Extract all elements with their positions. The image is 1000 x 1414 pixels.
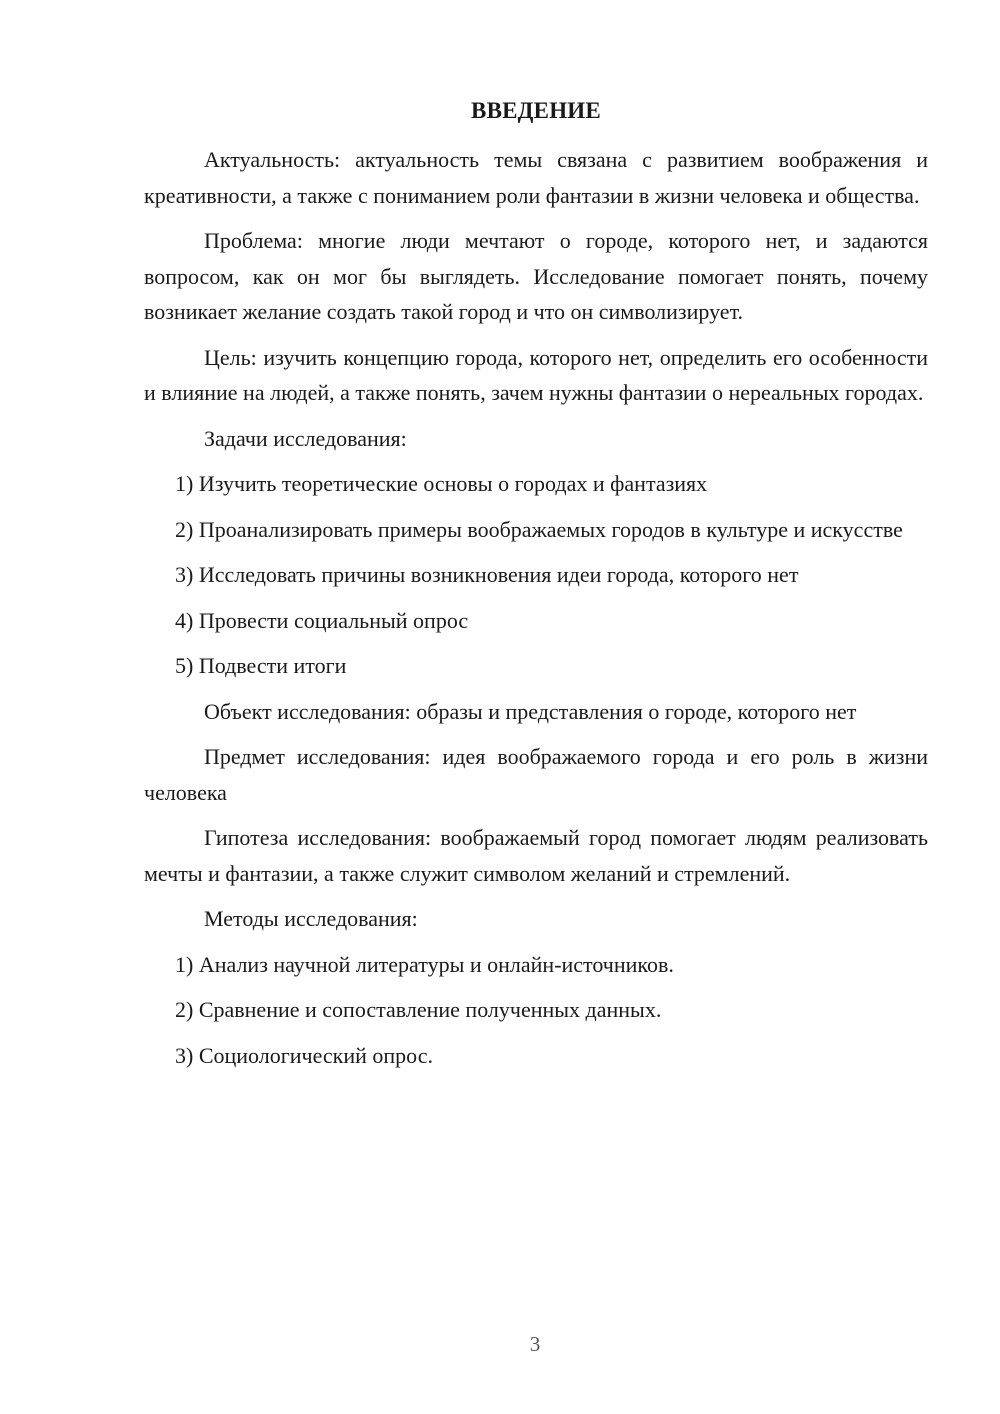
list-item-task-4: 4) Провести социальный опрос (175, 607, 469, 633)
paragraph-subject: Предмет исследования: идея воображаемого города и его роль в жизни человека (144, 744, 928, 805)
list-item-task-2: 2) Проанализировать примеры воображаемых городов в культуре и искусстве (175, 516, 903, 542)
list-item-method-2: 2) Сравнение и сопоставление полученных данных. (175, 997, 662, 1022)
paragraph-goal: Цель: изучить концепцию города, которого нет, определить его особенности и влияние на людей, а также понять, зачем нужны фантазии о нереальных городах. (144, 344, 928, 405)
page-title: ВВЕДЕНИЕ (471, 98, 601, 123)
paragraph-problem: Проблема: многие люди мечтают о городе, которого нет, и задаются вопросом, как он мог бы выглядеть. Исследование помогает понять, почему возникает желание создать такой город и что он символизирует. (144, 228, 928, 324)
document-page (144, 94, 928, 1083)
paragraph-relevance: Актуальность: актуальность темы связана с развитием воображения и креативности, а также с пониманием роли фантазии в жизни человека и общества. (144, 147, 928, 208)
paragraph-hypothesis: Гипотеза исследования: воображаемый город помогает людям реализовать мечты и фантазии, а также служит символом желаний и стремлений. (144, 825, 928, 886)
paragraph-object: Объект исследования: образы и представления о городе, которого нет (204, 698, 857, 724)
page-number: 3 (529, 1332, 541, 1356)
list-item-method-3: 3) Социологический опрос. (175, 1042, 433, 1068)
paragraph-tasks-heading: Задачи исследования: (204, 425, 407, 451)
list-item-method-1: 1) Анализ научной литературы и онлайн-источников. (175, 951, 674, 977)
list-item-task-1: 1) Изучить теоретические основы о городах и фантазиях (175, 471, 708, 496)
list-item-task-3: 3) Исследовать причины возникновения идеи города, которого нет (175, 562, 799, 587)
paragraph-methods-heading: Методы исследования: (204, 906, 418, 931)
list-item-task-5: 5) Подвести итоги (175, 653, 347, 678)
